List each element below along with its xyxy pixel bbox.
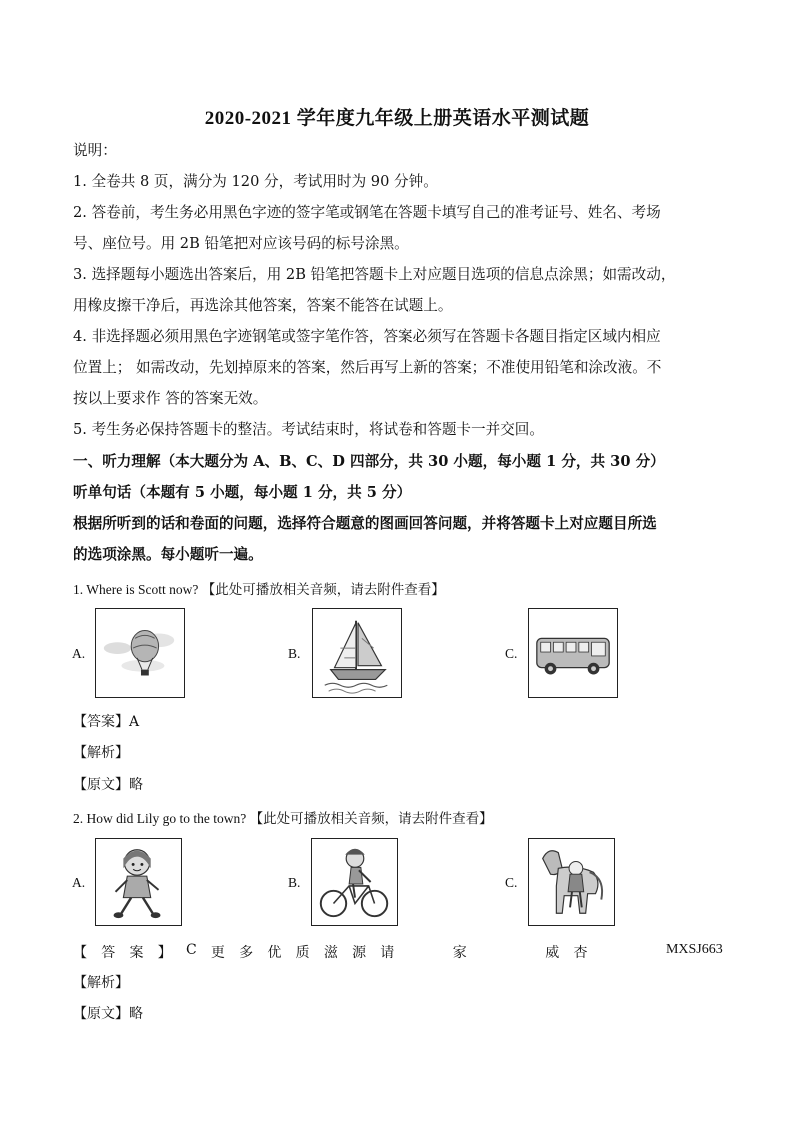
q1-option-c-label[interactable]: C. <box>505 646 518 661</box>
question-2-stem: 2. How did Lily go to the town? 【此处可播放相关音频，请去附件查看】 <box>73 811 493 826</box>
q1-option-b-image[interactable] <box>312 608 402 698</box>
answer-token: 多 <box>239 945 254 961</box>
question-1-stem: 1. Where is Scott now? 【此处可播放相关音频，请去附件查看】 <box>73 582 445 597</box>
answer-token: 滋 <box>323 945 338 961</box>
note-line: 位置上； 如需改动，先划掉原来的答案，然后再写上新的答案；不准使用铅笔和涂改液。不 <box>73 359 662 376</box>
answer-token: 家 <box>452 945 467 961</box>
q2-option-c-image[interactable] <box>528 838 615 926</box>
bus-icon <box>529 609 617 697</box>
note-line: 1. 全卷共 8 页，满分为 120 分，考试用时为 90 分钟。 <box>73 173 438 190</box>
answer-token: 请 <box>380 945 395 961</box>
notes-heading: 说明： <box>73 142 117 159</box>
sailboat-icon <box>313 609 401 697</box>
q2-option-a-label[interactable]: A. <box>72 875 86 890</box>
note-line: 3. 选择题每小题选出答案后，用 2B 铅笔把答题卡上对应题目选项的信息点涂黑；如需改动， <box>73 266 676 283</box>
note-line: 2. 答卷前，考生务必用黑色字迹的签字笔或钢笔在答题卡填写自己的准考证号、姓名、考场 <box>73 204 661 221</box>
answer-token: 杏 <box>573 945 588 961</box>
answer-token: MXSJ663 <box>665 942 723 957</box>
answer-token: C <box>185 942 197 958</box>
q2-option-c-label[interactable]: C. <box>505 875 518 890</box>
answer-token: 威 <box>545 945 560 961</box>
note-line: 5. 考生务必保持答题卡的整洁。考试结束时，将试卷和答题卡一并交回。 <box>73 421 544 438</box>
answer-token: 答 <box>101 945 116 961</box>
answer-token: 【 <box>73 945 87 961</box>
instruction-line: 根据所听到的话和卷面的问题，选择符合题意的图画回答问题，并将答题卡上对应题目所选 <box>73 515 657 532</box>
q2-original: 【原文】略 <box>73 1006 143 1022</box>
boy-on-bicycle-icon <box>312 839 397 925</box>
q1-option-a-image[interactable] <box>95 608 185 698</box>
instruction-line: 的选项涂黑。每小题听一遍。 <box>73 546 263 563</box>
answer-token: 】 <box>157 945 172 961</box>
note-line: 按以上要求作 答的答案无效。 <box>73 390 268 407</box>
q1-analysis: 【解析】 <box>73 745 129 761</box>
q2-option-b-image[interactable] <box>311 838 398 926</box>
q2-option-a-image[interactable] <box>95 838 182 926</box>
section-heading: 一、听力理解（本大题分为 A、B、C、D 四部分，共 30 小题，每小题 1 分，共 30 分） <box>73 453 665 470</box>
answer-token: 优 <box>267 945 282 961</box>
note-line: 4. 非选择题必须用黑色字迹钢笔或签字笔作答，答案必须写在答题卡各题目指定区域内相应 <box>73 328 661 345</box>
answer-token: 更 <box>210 945 225 961</box>
note-line: 用橡皮擦干净后，再选涂其他答案，答案不能答在试题上。 <box>73 297 453 314</box>
answer-token: 案 <box>129 945 144 961</box>
q2-answer-line <box>73 942 723 962</box>
note-line: 号、座位号。用 2B 铅笔把对应该号码的标号涂黑。 <box>73 235 409 252</box>
q1-option-a-label[interactable]: A. <box>72 646 86 661</box>
q1-option-b-label[interactable]: B. <box>288 646 301 661</box>
answer-token: 质 <box>295 945 310 961</box>
page-title: 2020-2021 学年度九年级上册英语水平测试题 <box>204 108 590 129</box>
answer-token: 源 <box>352 945 367 961</box>
q1-answer: 【答案】A <box>73 714 140 730</box>
hot-air-balloon-icon <box>96 609 184 697</box>
q1-option-c-image[interactable] <box>528 608 618 698</box>
q2-analysis: 【解析】 <box>73 975 129 991</box>
boy-with-horse-icon <box>529 839 614 925</box>
walking-girl-icon <box>96 839 181 925</box>
part-heading: 听单句话（本题有 5 小题，每小题 1 分，共 5 分） <box>73 484 412 501</box>
q2-option-b-label[interactable]: B. <box>288 875 301 890</box>
q1-original: 【原文】略 <box>73 777 143 793</box>
